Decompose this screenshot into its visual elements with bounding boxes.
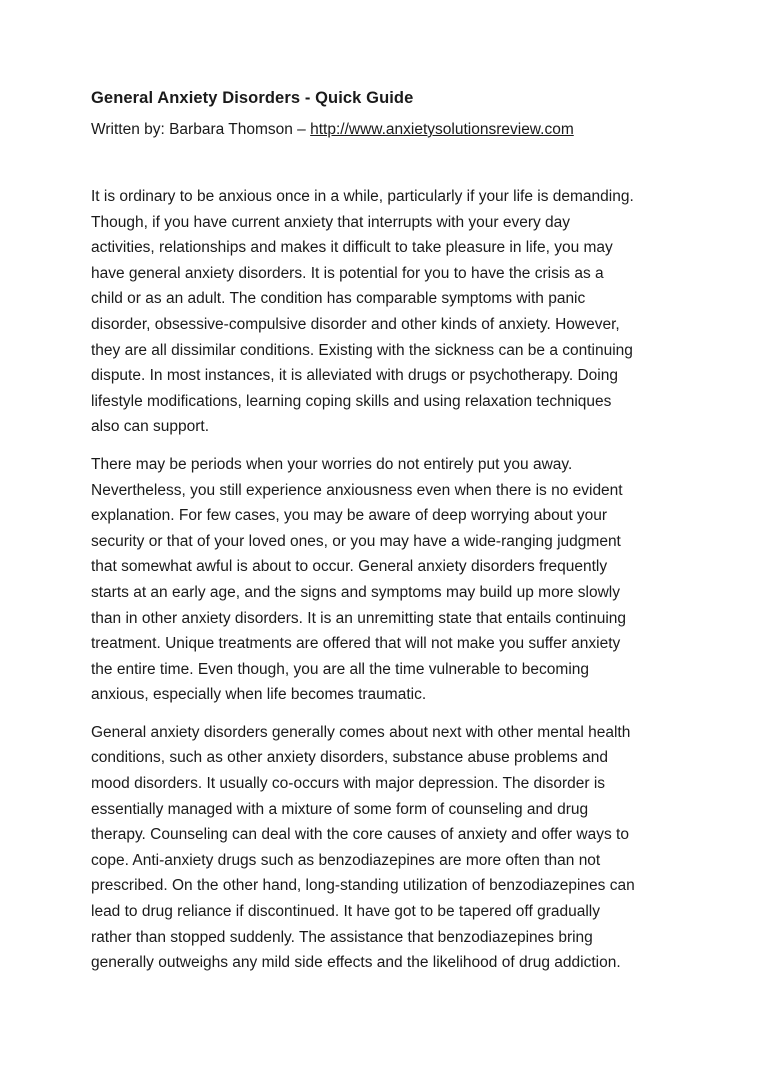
paragraph-line: the entire time. Even though, you are all the time vulnerable to becoming bbox=[91, 660, 590, 678]
paragraph-line: lifestyle modifications, learning coping skills and using relaxation techniques bbox=[91, 392, 612, 410]
paragraph-line: child or as an adult. The condition has comparable symptoms with panic bbox=[91, 290, 586, 308]
paragraph-line: lead to drug reliance if discontinued. It have got to be tapered off gradually bbox=[91, 903, 600, 921]
paragraph-line: cope. Anti-anxiety drugs such as benzodiazepines are more often than not bbox=[91, 851, 601, 869]
paragraph-line: Though, if you have current anxiety that interrupts with your every day bbox=[91, 213, 571, 231]
paragraph-line: starts at an early age, and the signs and symptoms may build up more slowly bbox=[91, 583, 620, 601]
paragraph-line: There may be periods when your worries do not entirely put you away. bbox=[91, 455, 573, 473]
paragraph-line: that somewhat awful is about to occur. General anxiety disorders frequently bbox=[91, 558, 608, 576]
paragraph-line: activities, relationships and makes it difficult to take pleasure in life, you may bbox=[91, 239, 613, 257]
document-title: General Anxiety Disorders - Quick Guide bbox=[91, 89, 414, 107]
paragraph-line: disorder, obsessive-compulsive disorder and other kinds of anxiety. However, bbox=[91, 315, 620, 333]
paragraph-line: anxious, especially when life becomes traumatic. bbox=[91, 686, 427, 704]
paragraph-line: rather than stopped suddenly. The assistance that benzodiazepines bring bbox=[91, 928, 593, 946]
document-page bbox=[91, 86, 691, 988]
paragraph-1 bbox=[91, 184, 691, 440]
paragraph-line: generally outweighs any mild side effects and the likelihood of drug addiction. bbox=[91, 954, 621, 972]
paragraph-line: General anxiety disorders generally comes about next with other mental health bbox=[91, 723, 631, 741]
paragraph-line: dispute. In most instances, it is alleviated with drugs or psychotherapy. Doing bbox=[91, 367, 618, 385]
paragraph-line: treatment. Unique treatments are offered that will not make you suffer anxiety bbox=[91, 635, 621, 653]
byline-author: Written by: Barbara Thomson – bbox=[91, 121, 311, 138]
paragraph-line: conditions, such as other anxiety disorders, substance abuse problems and bbox=[91, 749, 608, 767]
paragraph-3 bbox=[91, 720, 691, 976]
paragraph-line: mood disorders. It usually co-occurs with major depression. The disorder is bbox=[91, 775, 606, 793]
byline-link[interactable]: http://www.anxietysolutionsreview.com bbox=[310, 121, 574, 138]
paragraph-line: than in other anxiety disorders. It is an unremitting state that entails continuing bbox=[91, 609, 627, 627]
paragraph-line: It is ordinary to be anxious once in a while, particularly if your life is demanding. bbox=[91, 188, 634, 205]
paragraph-line: therapy. Counseling can deal with the core causes of anxiety and offer ways to bbox=[91, 826, 629, 844]
byline bbox=[91, 118, 691, 142]
paragraph-2 bbox=[91, 452, 691, 708]
paragraph-line: Nevertheless, you still experience anxiousness even when there is no evident bbox=[91, 481, 623, 499]
paragraph-line: also can support. bbox=[91, 418, 210, 436]
paragraph-line: prescribed. On the other hand, long-standing utilization of benzodiazepines can bbox=[91, 877, 635, 895]
paragraph-line: essentially managed with a mixture of some form of counseling and drug bbox=[91, 800, 589, 818]
paragraph-line: explanation. For few cases, you may be aware of deep worrying about your bbox=[91, 507, 608, 525]
paragraph-line: they are all dissimilar conditions. Existing with the sickness can be a continuing bbox=[91, 341, 633, 359]
paragraph-line: have general anxiety disorders. It is potential for you to have the crisis as a bbox=[91, 264, 604, 282]
paragraph-line: security or that of your loved ones, or you may have a wide-ranging judgment bbox=[91, 532, 621, 550]
